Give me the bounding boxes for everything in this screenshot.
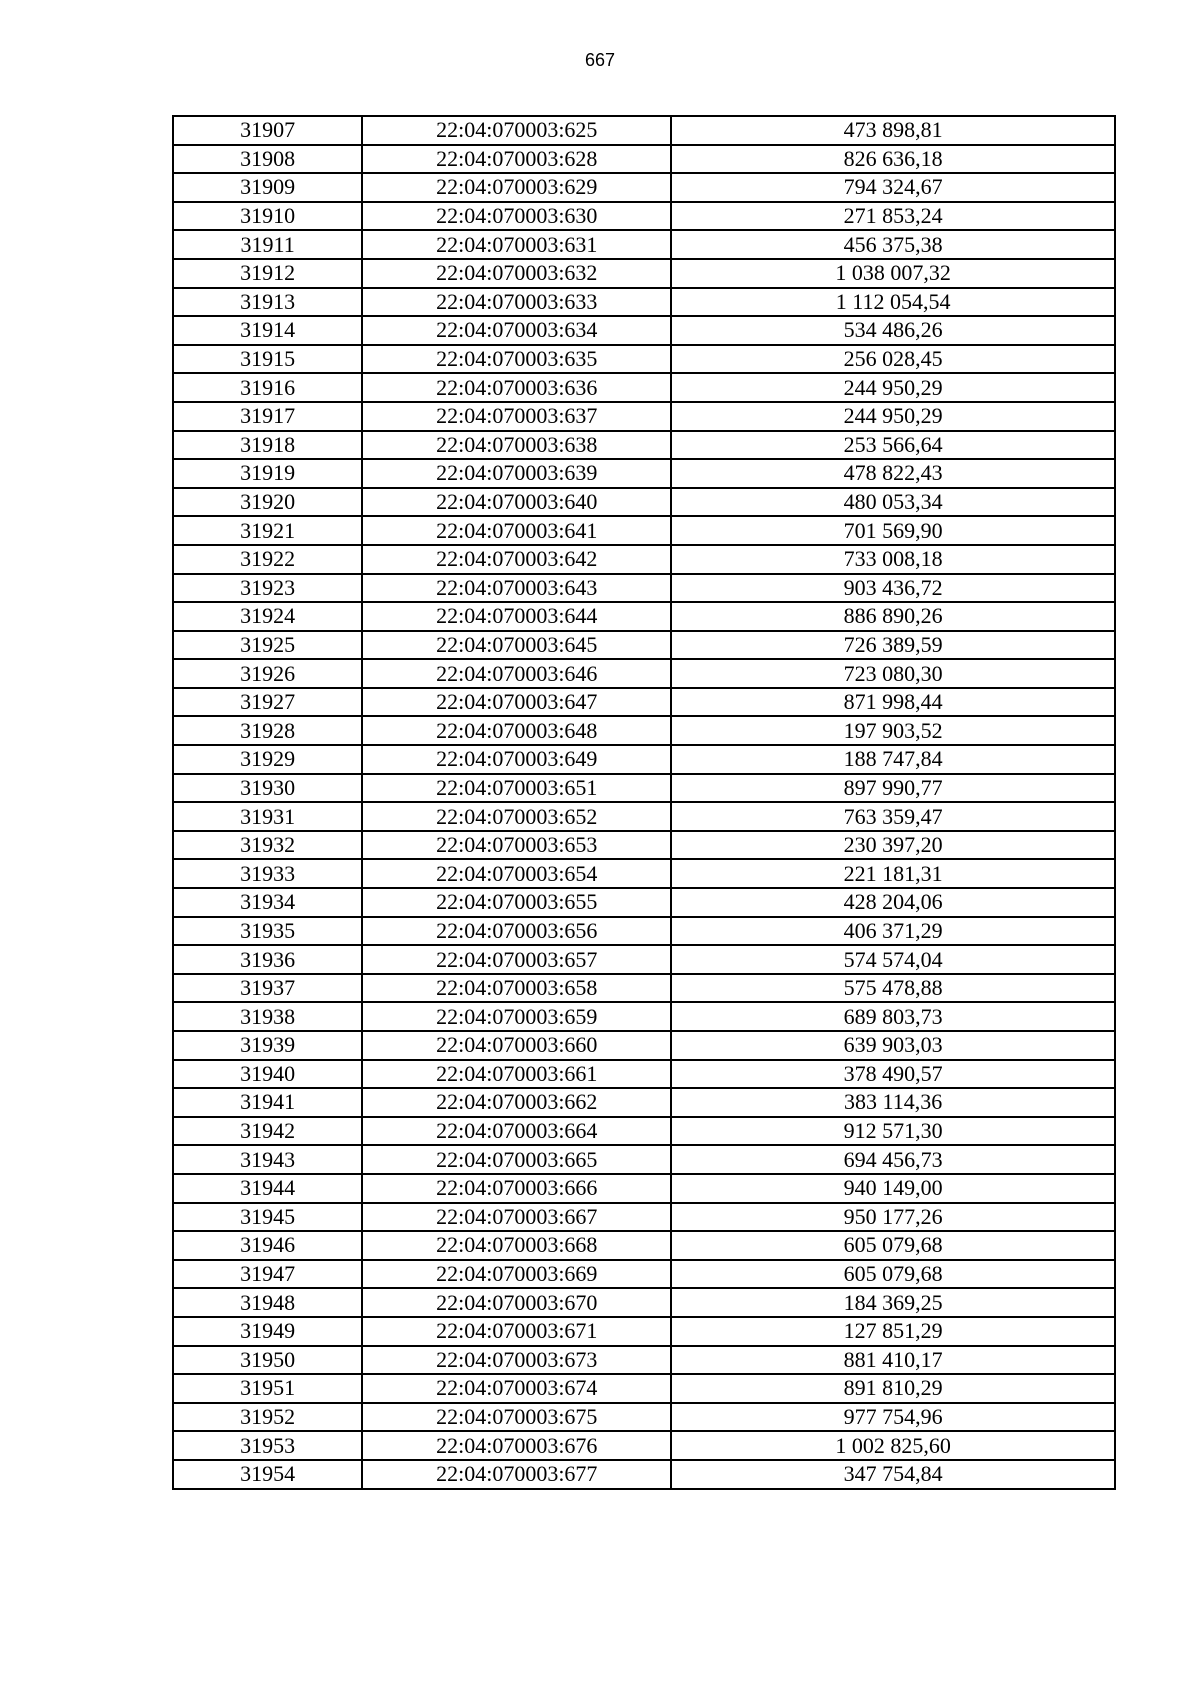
- row-number-cell: 31948: [173, 1288, 362, 1317]
- cadastral-number-cell: 22:04:070003:635: [362, 345, 671, 374]
- cadastral-number-cell: 22:04:070003:647: [362, 688, 671, 717]
- cadastral-number-cell: 22:04:070003:652: [362, 802, 671, 831]
- value-cell: 197 903,52: [671, 716, 1115, 745]
- value-cell: 480 053,34: [671, 488, 1115, 517]
- row-number-cell: 31921: [173, 516, 362, 545]
- value-cell: 230 397,20: [671, 831, 1115, 860]
- cadastral-number-cell: 22:04:070003:649: [362, 745, 671, 774]
- table-row: [173, 716, 1115, 745]
- row-number-cell: 31912: [173, 259, 362, 288]
- value-cell: 826 636,18: [671, 145, 1115, 174]
- cadastral-number-cell: 22:04:070003:664: [362, 1117, 671, 1146]
- row-number-cell: 31910: [173, 202, 362, 231]
- value-cell: 940 149,00: [671, 1174, 1115, 1203]
- cadastral-number-cell: 22:04:070003:631: [362, 230, 671, 259]
- row-number-cell: 31926: [173, 659, 362, 688]
- value-cell: 639 903,03: [671, 1031, 1115, 1060]
- cadastral-number-cell: 22:04:070003:661: [362, 1060, 671, 1089]
- cadastral-number-cell: 22:04:070003:656: [362, 917, 671, 946]
- cadastral-number-cell: 22:04:070003:675: [362, 1403, 671, 1432]
- value-cell: 1 038 007,32: [671, 259, 1115, 288]
- table-row: [173, 974, 1115, 1003]
- cadastral-number-cell: 22:04:070003:666: [362, 1174, 671, 1203]
- table-row: [173, 1145, 1115, 1174]
- table-row: [173, 259, 1115, 288]
- table-row: [173, 1231, 1115, 1260]
- cadastral-number-cell: 22:04:070003:637: [362, 402, 671, 431]
- row-number-cell: 31949: [173, 1317, 362, 1346]
- row-number-cell: 31913: [173, 288, 362, 317]
- value-cell: 473 898,81: [671, 116, 1115, 145]
- value-cell: 881 410,17: [671, 1346, 1115, 1375]
- table-row: [173, 1002, 1115, 1031]
- value-cell: 605 079,68: [671, 1231, 1115, 1260]
- table-row: [173, 1088, 1115, 1117]
- table-row: [173, 402, 1115, 431]
- table-row: [173, 859, 1115, 888]
- table-body: [173, 116, 1115, 1489]
- value-cell: 1 112 054,54: [671, 288, 1115, 317]
- row-number-cell: 31923: [173, 574, 362, 603]
- value-cell: 478 822,43: [671, 459, 1115, 488]
- row-number-cell: 31939: [173, 1031, 362, 1060]
- table-row: [173, 602, 1115, 631]
- row-number-cell: 31954: [173, 1460, 362, 1489]
- row-number-cell: 31920: [173, 488, 362, 517]
- cadastral-number-cell: 22:04:070003:625: [362, 116, 671, 145]
- row-number-cell: 31917: [173, 402, 362, 431]
- value-cell: 886 890,26: [671, 602, 1115, 631]
- value-cell: 891 810,29: [671, 1374, 1115, 1403]
- value-cell: 723 080,30: [671, 659, 1115, 688]
- value-cell: 127 851,29: [671, 1317, 1115, 1346]
- row-number-cell: 31932: [173, 831, 362, 860]
- table-row: [173, 1374, 1115, 1403]
- value-cell: 1 002 825,60: [671, 1431, 1115, 1460]
- table-row: [173, 431, 1115, 460]
- value-cell: 244 950,29: [671, 373, 1115, 402]
- row-number-cell: 31933: [173, 859, 362, 888]
- row-number-cell: 31938: [173, 1002, 362, 1031]
- table-row: [173, 145, 1115, 174]
- cadastral-number-cell: 22:04:070003:662: [362, 1088, 671, 1117]
- row-number-cell: 31925: [173, 631, 362, 660]
- table-row: [173, 116, 1115, 145]
- cadastral-number-cell: 22:04:070003:653: [362, 831, 671, 860]
- value-cell: 574 574,04: [671, 945, 1115, 974]
- cadastral-number-cell: 22:04:070003:643: [362, 574, 671, 603]
- row-number-cell: 31931: [173, 802, 362, 831]
- table-row: [173, 345, 1115, 374]
- table-row: [173, 574, 1115, 603]
- cadastral-number-cell: 22:04:070003:665: [362, 1145, 671, 1174]
- table-row: [173, 1117, 1115, 1146]
- cadastral-number-cell: 22:04:070003:638: [362, 431, 671, 460]
- row-number-cell: 31934: [173, 888, 362, 917]
- value-cell: 244 950,29: [671, 402, 1115, 431]
- row-number-cell: 31919: [173, 459, 362, 488]
- cadastral-value-table: [172, 115, 1116, 1490]
- cadastral-number-cell: 22:04:070003:644: [362, 602, 671, 631]
- value-cell: 701 569,90: [671, 516, 1115, 545]
- value-cell: 897 990,77: [671, 774, 1115, 803]
- row-number-cell: 31929: [173, 745, 362, 774]
- table-row: [173, 373, 1115, 402]
- cadastral-number-cell: 22:04:070003:633: [362, 288, 671, 317]
- cadastral-number-cell: 22:04:070003:658: [362, 974, 671, 1003]
- value-cell: 871 998,44: [671, 688, 1115, 717]
- cadastral-number-cell: 22:04:070003:630: [362, 202, 671, 231]
- table-row: [173, 459, 1115, 488]
- table-row: [173, 488, 1115, 517]
- cadastral-number-cell: 22:04:070003:640: [362, 488, 671, 517]
- table-row: [173, 631, 1115, 660]
- row-number-cell: 31944: [173, 1174, 362, 1203]
- cadastral-number-cell: 22:04:070003:632: [362, 259, 671, 288]
- row-number-cell: 31918: [173, 431, 362, 460]
- row-number-cell: 31946: [173, 1231, 362, 1260]
- table-row: [173, 545, 1115, 574]
- value-cell: 271 853,24: [671, 202, 1115, 231]
- cadastral-number-cell: 22:04:070003:673: [362, 1346, 671, 1375]
- value-cell: 406 371,29: [671, 917, 1115, 946]
- row-number-cell: 31953: [173, 1431, 362, 1460]
- table-row: [173, 202, 1115, 231]
- cadastral-number-cell: 22:04:070003:670: [362, 1288, 671, 1317]
- value-cell: 184 369,25: [671, 1288, 1115, 1317]
- cadastral-number-cell: 22:04:070003:676: [362, 1431, 671, 1460]
- table-row: [173, 288, 1115, 317]
- table-row: [173, 173, 1115, 202]
- value-cell: 694 456,73: [671, 1145, 1115, 1174]
- table-row: [173, 1346, 1115, 1375]
- value-cell: 383 114,36: [671, 1088, 1115, 1117]
- row-number-cell: 31943: [173, 1145, 362, 1174]
- table-row: [173, 1317, 1115, 1346]
- table-row: [173, 1060, 1115, 1089]
- row-number-cell: 31950: [173, 1346, 362, 1375]
- row-number-cell: 31911: [173, 230, 362, 259]
- cadastral-number-cell: 22:04:070003:669: [362, 1260, 671, 1289]
- row-number-cell: 31947: [173, 1260, 362, 1289]
- value-cell: 456 375,38: [671, 230, 1115, 259]
- value-cell: 912 571,30: [671, 1117, 1115, 1146]
- page-number: 667: [584, 50, 616, 70]
- table-row: [173, 1431, 1115, 1460]
- row-number-cell: 31942: [173, 1117, 362, 1146]
- table-row: [173, 1403, 1115, 1432]
- value-cell: 977 754,96: [671, 1403, 1115, 1432]
- table-row: [173, 831, 1115, 860]
- value-cell: 763 359,47: [671, 802, 1115, 831]
- table-row: [173, 1203, 1115, 1232]
- table-row: [173, 688, 1115, 717]
- row-number-cell: 31952: [173, 1403, 362, 1432]
- row-number-cell: 31928: [173, 716, 362, 745]
- value-cell: 428 204,06: [671, 888, 1115, 917]
- cadastral-number-cell: 22:04:070003:668: [362, 1231, 671, 1260]
- value-cell: 689 803,73: [671, 1002, 1115, 1031]
- table-row: [173, 230, 1115, 259]
- row-number-cell: 31951: [173, 1374, 362, 1403]
- cadastral-number-cell: 22:04:070003:654: [362, 859, 671, 888]
- value-cell: 221 181,31: [671, 859, 1115, 888]
- table-row: [173, 917, 1115, 946]
- value-cell: 575 478,88: [671, 974, 1115, 1003]
- cadastral-number-cell: 22:04:070003:641: [362, 516, 671, 545]
- cadastral-number-cell: 22:04:070003:645: [362, 631, 671, 660]
- value-cell: 733 008,18: [671, 545, 1115, 574]
- cadastral-number-cell: 22:04:070003:646: [362, 659, 671, 688]
- value-cell: 605 079,68: [671, 1260, 1115, 1289]
- cadastral-number-cell: 22:04:070003:629: [362, 173, 671, 202]
- cadastral-number-cell: 22:04:070003:674: [362, 1374, 671, 1403]
- cadastral-number-cell: 22:04:070003:657: [362, 945, 671, 974]
- cadastral-number-cell: 22:04:070003:628: [362, 145, 671, 174]
- cadastral-number-cell: 22:04:070003:636: [362, 373, 671, 402]
- row-number-cell: 31914: [173, 316, 362, 345]
- table-row: [173, 516, 1115, 545]
- row-number-cell: 31930: [173, 774, 362, 803]
- row-number-cell: 31935: [173, 917, 362, 946]
- table-row: [173, 945, 1115, 974]
- row-number-cell: 31907: [173, 116, 362, 145]
- value-cell: 534 486,26: [671, 316, 1115, 345]
- cadastral-number-cell: 22:04:070003:655: [362, 888, 671, 917]
- table-row: [173, 774, 1115, 803]
- cadastral-number-cell: 22:04:070003:659: [362, 1002, 671, 1031]
- row-number-cell: 31927: [173, 688, 362, 717]
- table-row: [173, 1288, 1115, 1317]
- value-cell: 950 177,26: [671, 1203, 1115, 1232]
- value-cell: 903 436,72: [671, 574, 1115, 603]
- cadastral-number-cell: 22:04:070003:677: [362, 1460, 671, 1489]
- table-row: [173, 1460, 1115, 1489]
- row-number-cell: 31941: [173, 1088, 362, 1117]
- value-cell: 347 754,84: [671, 1460, 1115, 1489]
- cadastral-number-cell: 22:04:070003:667: [362, 1203, 671, 1232]
- table-row: [173, 659, 1115, 688]
- table-row: [173, 316, 1115, 345]
- value-cell: 726 389,59: [671, 631, 1115, 660]
- row-number-cell: 31915: [173, 345, 362, 374]
- row-number-cell: 31916: [173, 373, 362, 402]
- cadastral-number-cell: 22:04:070003:648: [362, 716, 671, 745]
- table-row: [173, 1031, 1115, 1060]
- cadastral-number-cell: 22:04:070003:639: [362, 459, 671, 488]
- value-cell: 256 028,45: [671, 345, 1115, 374]
- row-number-cell: 31940: [173, 1060, 362, 1089]
- row-number-cell: 31937: [173, 974, 362, 1003]
- table-row: [173, 802, 1115, 831]
- row-number-cell: 31936: [173, 945, 362, 974]
- row-number-cell: 31909: [173, 173, 362, 202]
- table-row: [173, 745, 1115, 774]
- row-number-cell: 31924: [173, 602, 362, 631]
- value-cell: 794 324,67: [671, 173, 1115, 202]
- table-row: [173, 1174, 1115, 1203]
- table-row: [173, 888, 1115, 917]
- cadastral-number-cell: 22:04:070003:671: [362, 1317, 671, 1346]
- table-row: [173, 1260, 1115, 1289]
- row-number-cell: 31908: [173, 145, 362, 174]
- cadastral-number-cell: 22:04:070003:642: [362, 545, 671, 574]
- cadastral-number-cell: 22:04:070003:634: [362, 316, 671, 345]
- cadastral-number-cell: 22:04:070003:660: [362, 1031, 671, 1060]
- value-cell: 378 490,57: [671, 1060, 1115, 1089]
- row-number-cell: 31922: [173, 545, 362, 574]
- value-cell: 253 566,64: [671, 431, 1115, 460]
- row-number-cell: 31945: [173, 1203, 362, 1232]
- value-cell: 188 747,84: [671, 745, 1115, 774]
- cadastral-number-cell: 22:04:070003:651: [362, 774, 671, 803]
